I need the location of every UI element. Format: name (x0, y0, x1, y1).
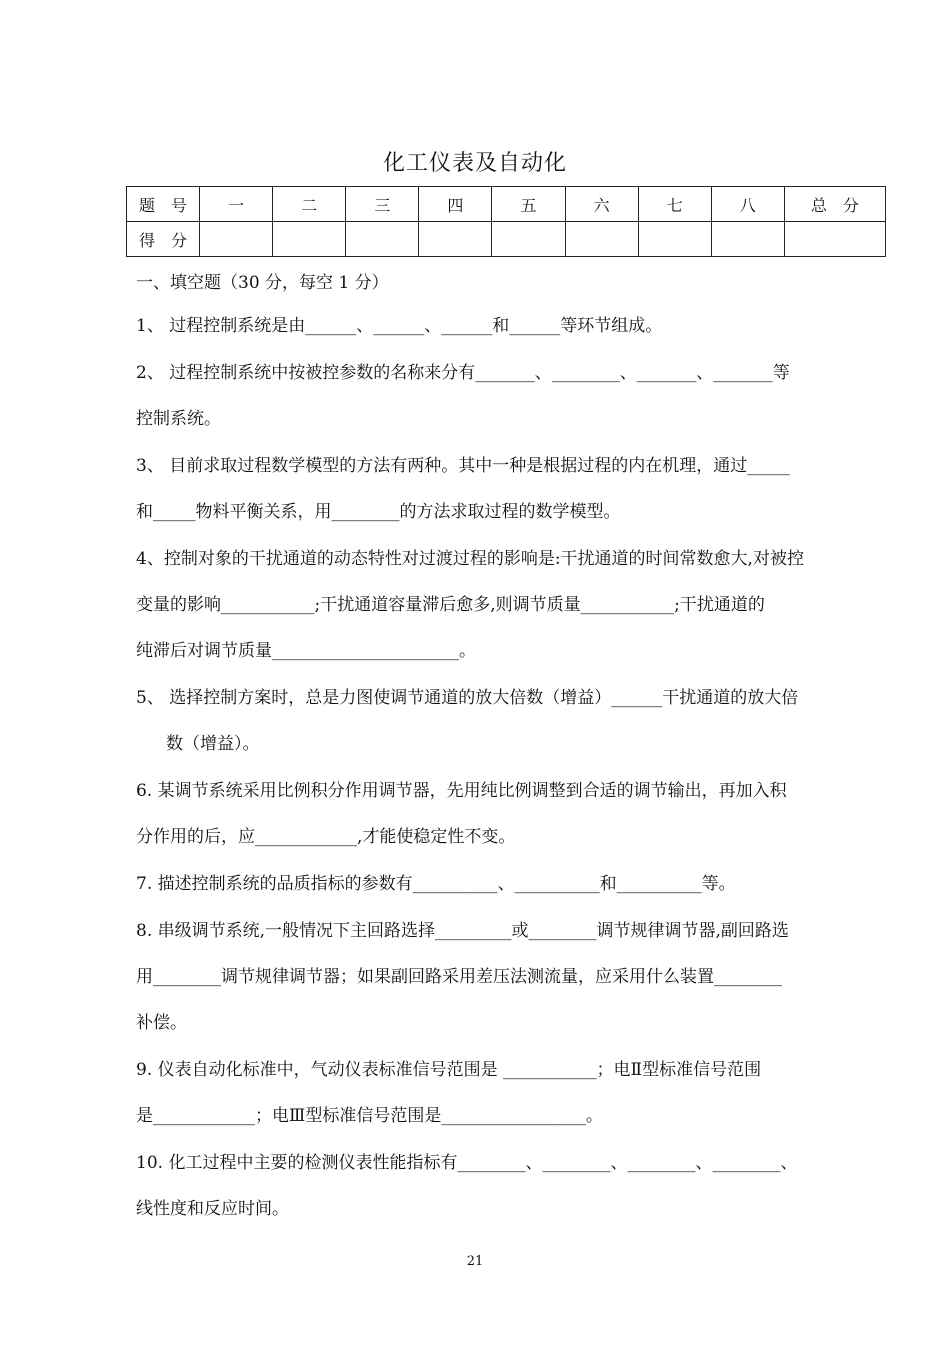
question-line: 8. 串级调节系统,一般情况下主回路选择_________或________调节规律调节器,副回路选 (136, 921, 789, 941)
score-cell-label: 题 号 (127, 187, 200, 222)
score-cell-empty (273, 222, 346, 257)
score-cell-header: 四 (419, 187, 492, 222)
question-line: 纯滞后对调节质量______________________。 (136, 641, 476, 661)
score-cell-empty (200, 222, 273, 257)
score-cell-header: 五 (492, 187, 565, 222)
question-line: 是____________；电Ⅲ型标准信号范围是_________________。 (136, 1106, 603, 1126)
question-line: 和_____物料平衡关系，用________的方法求取过程的数学模型。 (136, 502, 621, 522)
question-9 (136, 1047, 886, 1139)
score-cell-empty (711, 222, 784, 257)
question-2 (136, 350, 886, 442)
question-5 (136, 675, 886, 767)
page-title: 化工仪表及自动化 (382, 151, 567, 176)
question-line: 控制系统。 (136, 409, 221, 429)
page-number: 21 (466, 1254, 484, 1269)
question-line: 3、 目前求取过程数学模型的方法有两种。其中一种是根据过程的内在机理，通过_____ (136, 456, 790, 476)
score-cell-header: 三 (346, 187, 419, 222)
question-line: 2、 过程控制系统中按被控参数的名称来分有_______、________、_______、_______等 (136, 363, 790, 383)
section-heading: 一、填空题（30 分，每空 1 分） (136, 273, 389, 293)
question-3 (136, 443, 886, 535)
question-line: 6. 某调节系统采用比例积分作用调节器，先用纯比例调整到合适的调节输出，再加入积 (136, 781, 787, 801)
question-line: 数（增益）。 (166, 734, 260, 754)
question-line: 9. 仪表自动化标准中，气动仪表标准信号范围是 ___________；电Ⅱ型标准信号范围 (136, 1060, 762, 1080)
question-line: 1、 过程控制系统是由______、______、______和______等环节组成。 (136, 316, 663, 336)
question-10 (136, 1140, 886, 1232)
score-cell-header: 二 (273, 187, 346, 222)
score-cell-empty (492, 222, 565, 257)
question-line: 分作用的后，应____________,才能使稳定性不变。 (136, 827, 516, 847)
score-table-header-row (127, 187, 886, 222)
question-1 (136, 303, 886, 349)
question-line: 10. 化工过程中主要的检测仪表性能指标有________、________、________、________、 (136, 1153, 798, 1173)
question-7 (136, 861, 886, 907)
score-cell-empty (346, 222, 419, 257)
score-cell-label: 得 分 (127, 222, 200, 257)
score-cell-header: 八 (711, 187, 784, 222)
score-cell-empty (638, 222, 711, 257)
score-table-score-row (127, 222, 886, 257)
question-line: 用________调节规律调节器；如果副回路采用差压法测流量，应采用什么装置________ (136, 967, 782, 987)
question-line: 5、 选择控制方案时，总是力图使调节通道的放大倍数（增益）______干扰通道的放大倍 (136, 688, 799, 708)
score-cell-header: 七 (638, 187, 711, 222)
question-4 (136, 536, 886, 674)
score-cell-header: 六 (565, 187, 638, 222)
question-line: 变量的影响___________;干扰通道容量滞后愈多,则调节质量___________;干扰通道的 (136, 595, 765, 615)
question-8 (136, 908, 886, 1046)
score-table (126, 186, 886, 257)
question-line: 7. 描述控制系统的品质指标的参数有__________、__________和__________等。 (136, 874, 736, 894)
score-cell-empty (565, 222, 638, 257)
question-line: 补偿。 (136, 1013, 187, 1033)
question-line: 4、控制对象的干扰通道的动态特性对过渡过程的影响是:干扰通道的时间常数愈大,对被控 (136, 549, 804, 569)
score-cell-header: 一 (200, 187, 273, 222)
score-cell-total-header: 总 分 (784, 187, 885, 222)
score-cell-empty (784, 222, 885, 257)
question-6 (136, 768, 886, 860)
question-line: 线性度和反应时间。 (136, 1199, 289, 1219)
score-cell-empty (419, 222, 492, 257)
